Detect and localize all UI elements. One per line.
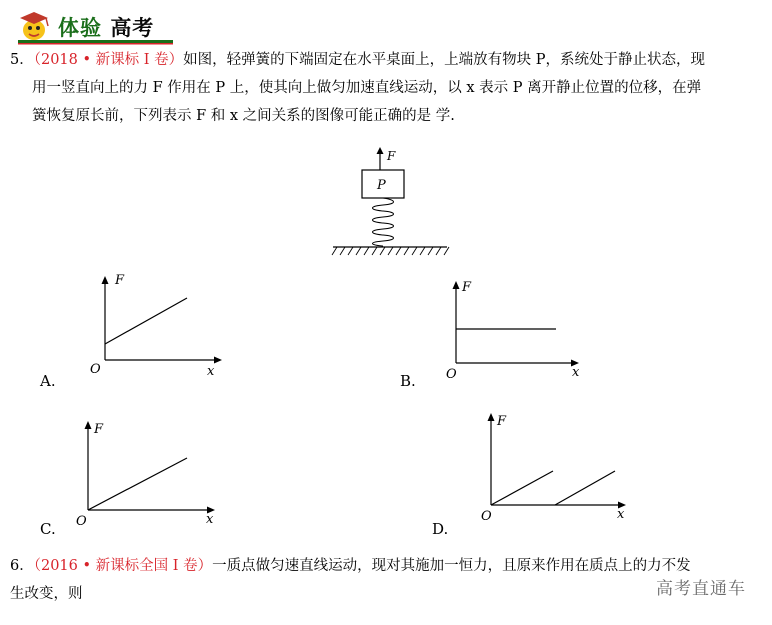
option-a-graph xyxy=(85,270,235,380)
force-label: F xyxy=(387,149,396,163)
watermark: 高考直通车 xyxy=(656,579,746,599)
question-6-number: 6． xyxy=(10,558,34,574)
y-arrow-icon xyxy=(453,281,460,289)
option-d-line-2 xyxy=(555,471,615,505)
block-label: P xyxy=(377,178,386,193)
option-a-line xyxy=(105,298,187,344)
option-d-label[interactable]: D. xyxy=(432,520,449,538)
x-arrow-icon xyxy=(214,357,222,364)
option-a-y-label: F xyxy=(115,273,125,288)
option-d-line-1 xyxy=(491,471,553,505)
question-5-text1: 如图，轻弹簧的下端固定在水平桌面上，上端放有物块 P，系统处于静止状态，现 xyxy=(183,52,705,68)
spring-block-figure xyxy=(325,140,455,260)
option-c-line xyxy=(88,458,187,510)
option-c-x-label: x xyxy=(206,512,214,527)
ground-hatch xyxy=(332,247,449,255)
option-b-label[interactable]: B. xyxy=(400,372,416,390)
option-c-graph xyxy=(72,415,232,530)
question-6-text1: 一质点做匀速直线运动，现对其施加一恒力，且原来作用在质点上的力不发 xyxy=(212,558,691,574)
option-b-graph xyxy=(440,275,590,385)
spring xyxy=(373,198,394,246)
option-c-label[interactable]: C. xyxy=(40,520,56,538)
y-arrow-icon xyxy=(488,413,495,421)
option-d-graph xyxy=(475,405,635,525)
header-title xyxy=(58,12,154,42)
option-d-y-label: F xyxy=(497,414,507,429)
option-c-origin: O xyxy=(76,514,87,529)
question-5-line2: 用一竖直向上的力 F 作用在 P 上，使其向上做匀加速直线运动，以 x 表示 P 离开静止位置的位移，在弹 xyxy=(32,80,702,96)
option-c-y-label: F xyxy=(94,422,104,437)
y-arrow-icon xyxy=(85,421,92,429)
option-b-origin: O xyxy=(446,367,457,382)
question-5-line1 xyxy=(10,46,762,74)
question-5-source: （2018 • 新课标 I 卷） xyxy=(33,52,184,68)
option-d-origin: O xyxy=(481,509,492,524)
question-5 xyxy=(10,46,762,130)
question-5-line3: 簧恢复原长前，下列表示 F 和 x 之间关系的图像可能正确的是 学. xyxy=(32,108,455,124)
force-arrow-head-icon xyxy=(377,147,384,154)
question-5-number: 5． xyxy=(10,52,34,68)
y-arrow-icon xyxy=(102,276,109,284)
question-6-source: （2016 • 新课标全国 I 卷） xyxy=(33,558,213,574)
header-title-part2: 高考 xyxy=(110,15,155,40)
option-a-origin: O xyxy=(90,362,101,377)
question-6 xyxy=(10,552,762,608)
question-6-line1 xyxy=(10,552,762,580)
question-6-line2: 生改变，则 xyxy=(10,586,83,602)
option-b-y-label: F xyxy=(462,280,472,295)
option-d-x-label: x xyxy=(617,507,625,522)
option-a-x-label: x xyxy=(207,364,215,379)
header-title-part1: 体验 xyxy=(58,15,102,40)
option-a-label[interactable]: A. xyxy=(40,372,56,390)
option-b-x-label: x xyxy=(572,365,580,380)
